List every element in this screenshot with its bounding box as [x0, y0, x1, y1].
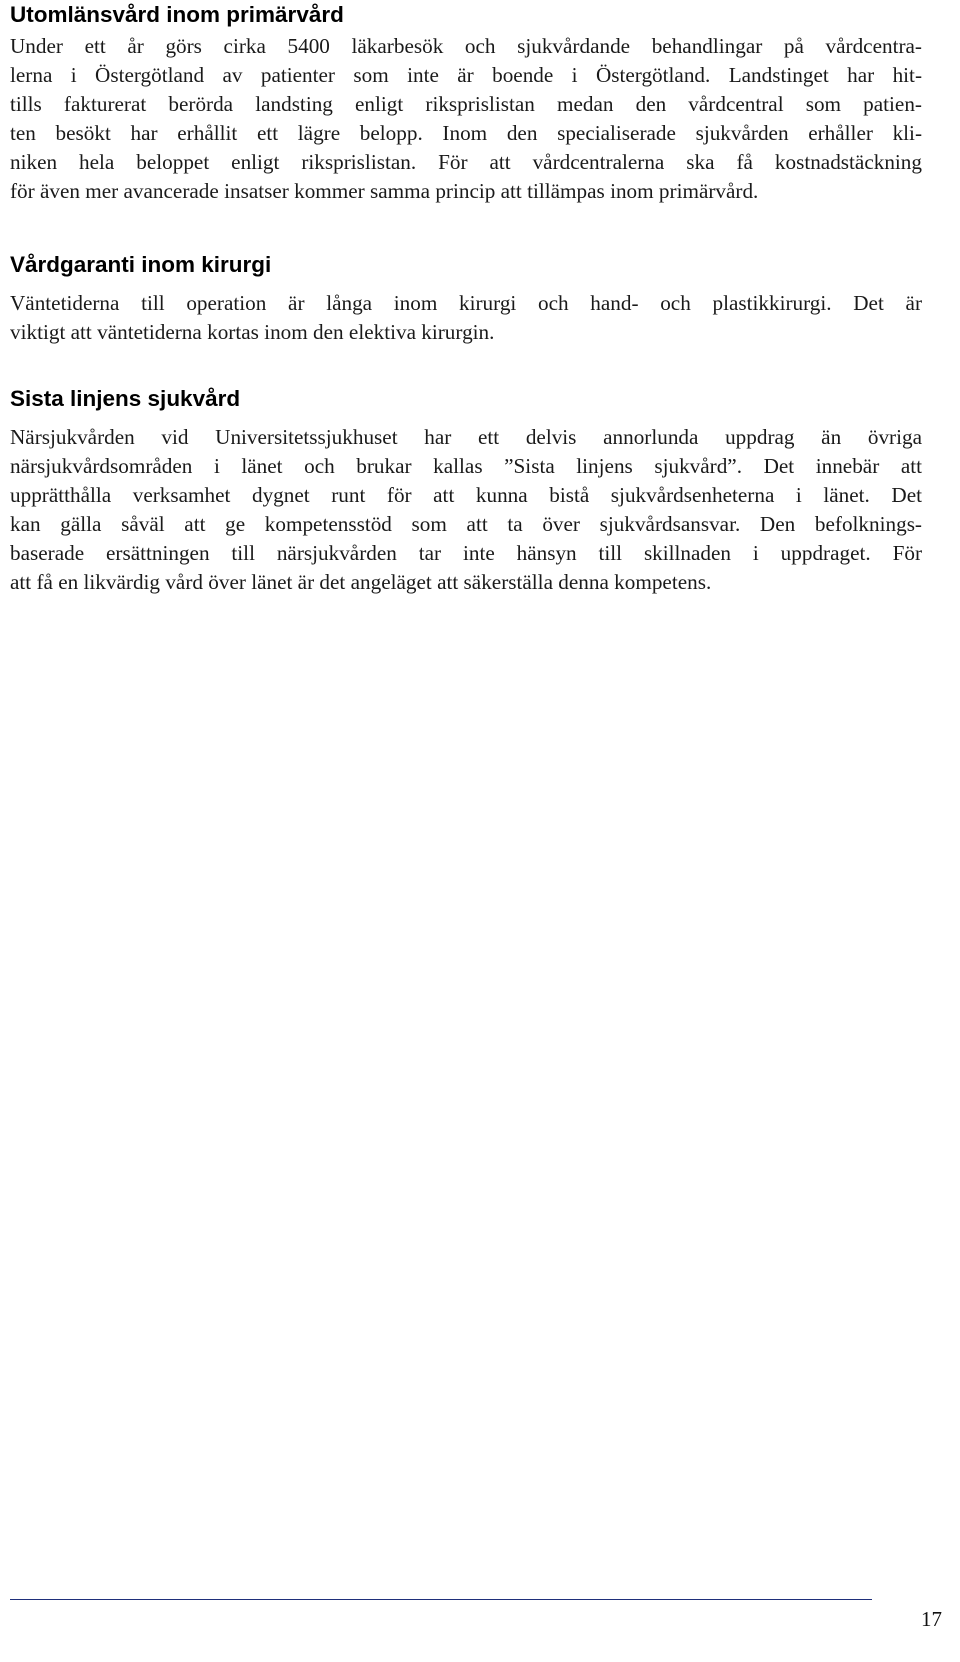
section-vardgaranti: [10, 250, 922, 347]
paragraph-line: Väntetiderna till operation är långa inom kirurgi och hand- och plastikkirurgi. Det är: [10, 291, 922, 315]
paragraph-line: Närsjukvården vid Universitetssjukhuset har ett delvis annorlunda uppdrag än övriga: [10, 425, 922, 449]
paragraph-line: att få en likvärdig vård över länet är det angeläget att säkerställa denna kompetens.: [10, 570, 712, 594]
paragraph-line: Under ett år görs cirka 5400 läkarbesök och sjukvårdande behandlingar på vårdcentra-: [10, 34, 922, 58]
section-heading: Utomlänsvård inom primärvård: [10, 2, 344, 27]
section-sista-linjens: [10, 384, 922, 597]
paragraph-line: kan gälla såväl att ge kompetensstöd som att ta över sjukvårdsansvar. Den befolknings-: [10, 512, 922, 536]
paragraph-line: tills fakturerat berörda landsting enligt riksprislistan medan den vårdcentral som patien-: [10, 92, 922, 116]
section-heading: Sista linjens sjukvård: [10, 386, 241, 411]
paragraph-line: upprätthålla verksamhet dygnet runt för att kunna bistå sjukvårdsenheterna i länet. Det: [10, 483, 922, 507]
paragraph-line: lerna i Östergötland av patienter som inte är boende i Östergötland. Landstinget har hit-: [10, 63, 922, 87]
section-heading: Vårdgaranti inom kirurgi: [10, 252, 272, 277]
section-paragraph: [10, 289, 922, 347]
footer-rule: [10, 1599, 872, 1600]
paragraph-line: för även mer avancerade insatser kommer samma princip att tillämpas inom primärvård.: [10, 179, 759, 203]
section-utomlansvard: [10, 0, 922, 206]
paragraph-line: ten besökt har erhållit ett lägre belopp. Inom den specialiserade sjukvården erhåller kli-: [10, 121, 922, 145]
page-number: 17: [921, 1607, 942, 1631]
section-paragraph: [10, 423, 922, 597]
paragraph-line: närsjukvårdsområden i länet och brukar kallas ”Sista linjens sjukvård”. Det innebär att: [10, 454, 922, 478]
paragraph-line: niken hela beloppet enligt riksprislistan. För att vårdcentralerna ska få kostnadstäckning: [10, 150, 922, 174]
paragraph-line: baserade ersättningen till närsjukvården tar inte hänsyn till skillnaden i uppdraget. För: [10, 541, 922, 565]
paragraph-line: viktigt att väntetiderna kortas inom den elektiva kirurgin.: [10, 320, 495, 344]
section-paragraph: [10, 32, 922, 206]
